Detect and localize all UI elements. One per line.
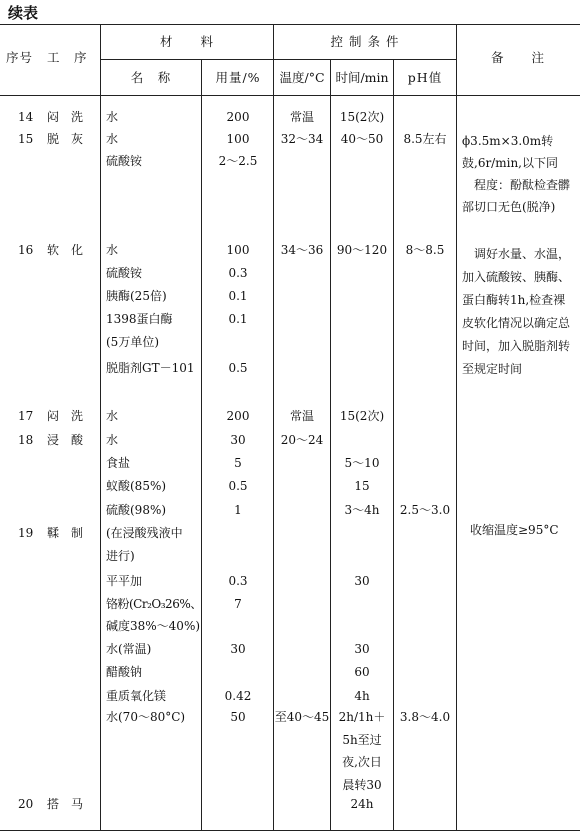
row-dosage: 2～2.5: [218, 154, 258, 168]
header-control: 控 制 条 件: [330, 34, 400, 49]
row-dosage: 1: [234, 503, 242, 517]
remark-deliming: 程度：酚酞检查髒部切口无色(脱净): [462, 178, 571, 214]
row-material: 食盐: [106, 456, 131, 470]
row-time: 15(2次): [339, 409, 385, 423]
row-time: 夜,次日: [342, 755, 382, 769]
row-material: (在浸酸残液中: [106, 526, 183, 540]
row-time: 15(2次): [339, 110, 385, 124]
materials-header-rule: [100, 59, 273, 60]
row-ph: 3.8～4.0: [399, 710, 451, 724]
row-seq: 18: [18, 433, 34, 447]
row-material: 水: [106, 110, 119, 124]
row-material: (5万单位): [106, 335, 159, 349]
header-seq: 序号: [6, 50, 34, 65]
row-material: 硫酸铵: [106, 266, 143, 280]
row-temp: 至40～45: [274, 710, 330, 724]
table-caption: 续表: [8, 4, 39, 22]
row-seq: 17: [18, 409, 34, 423]
row-temp: 常温: [289, 110, 315, 124]
row-material: 水(常温): [106, 642, 152, 656]
row-dosage: 0.42: [224, 689, 252, 703]
row-dosage: 100: [226, 132, 250, 146]
row-dosage: 0.5: [228, 361, 248, 375]
row-material: 水: [106, 132, 119, 146]
row-dosage: 30: [230, 642, 246, 656]
row-time: 15: [354, 479, 370, 493]
control-header-rule: [273, 59, 456, 60]
row-material: 水(70～80°C): [106, 710, 186, 724]
row-material: 1398蛋白酶: [106, 312, 173, 326]
row-process: 浸 酸: [47, 433, 84, 447]
row-time: 30: [354, 574, 370, 588]
row-temp: 32～34: [280, 132, 324, 146]
row-dosage: 50: [230, 710, 246, 724]
table-bottom-rule: [0, 830, 580, 831]
row-dosage: 0.3: [228, 266, 248, 280]
row-material: 碱度38%～40%): [106, 619, 201, 633]
row-time: 40～50: [340, 132, 384, 146]
row-material: 重质氧化镁: [106, 689, 167, 703]
row-material: 进行): [106, 549, 135, 563]
row-dosage: 200: [226, 409, 250, 423]
col-rule-time: [393, 59, 394, 830]
header-remarks: 备 注: [490, 50, 546, 65]
row-dosage: 7: [234, 597, 242, 611]
row-process: 搭 马: [47, 797, 84, 811]
row-process: 脱 灰: [47, 132, 84, 146]
row-material: 硫酸铵: [106, 154, 143, 168]
row-material: 平平加: [106, 574, 143, 588]
remark-shrink-temp: 收缩温度≥95°C: [470, 523, 559, 537]
row-material: 醋酸钠: [106, 665, 143, 679]
header-dosage: 用量/%: [215, 70, 261, 85]
row-time: 5h至过: [342, 733, 382, 747]
col-rule-name: [201, 59, 202, 830]
row-time: 5～10: [344, 456, 380, 470]
row-seq: 14: [18, 110, 34, 124]
row-time: 30: [354, 642, 370, 656]
remark-bating: 调好水量、水温，加入硫酸铵、胰酶、蛋白酶转1h,检查裸皮软化情况以确定总时间，加入脱脂剂转至规定时间: [462, 247, 571, 376]
row-time: 90～120: [336, 243, 388, 257]
header-ph: pH值: [407, 70, 443, 85]
row-dosage: 0.3: [228, 574, 248, 588]
header-temp: 温度/°C: [279, 70, 325, 85]
row-process: 软 化: [47, 243, 84, 257]
row-temp: 常温: [289, 409, 315, 423]
row-process: 闷 洗: [47, 110, 84, 124]
col-rule-control: [456, 24, 457, 830]
remark-drum: ϕ3.5m×3.0m转鼓,6r/min,以下同: [462, 134, 558, 170]
row-seq: 15: [18, 132, 34, 146]
header-materials: 材 料: [159, 34, 215, 49]
row-process: 闷 洗: [47, 409, 84, 423]
row-dosage: 0.1: [228, 289, 248, 303]
header-bottom-rule: [0, 95, 580, 96]
row-temp: 20～24: [280, 433, 324, 447]
table-top-rule: [0, 24, 580, 25]
row-time: 24h: [350, 797, 374, 811]
row-material: 水: [106, 243, 119, 257]
row-dosage: 200: [226, 110, 250, 124]
col-rule-temp: [330, 59, 331, 830]
row-seq: 19: [18, 526, 34, 540]
row-process: 鞣 制: [47, 526, 84, 540]
row-time: 晨转30: [342, 778, 382, 792]
row-dosage: 0.1: [228, 312, 248, 326]
row-dosage: 30: [230, 433, 246, 447]
row-seq: 16: [18, 243, 34, 257]
row-material: 硫酸(98%): [106, 503, 167, 517]
row-dosage: 0.5: [228, 479, 248, 493]
row-temp: 34～36: [280, 243, 324, 257]
header-name: 名 称: [130, 70, 172, 85]
row-material: 水: [106, 409, 119, 423]
row-material: 水: [106, 433, 119, 447]
row-ph: 8.5左右: [403, 132, 447, 146]
row-time: 4h: [354, 689, 370, 703]
row-material: 蚁酸(85%): [106, 479, 167, 493]
row-time: 3～4h: [344, 503, 380, 517]
row-seq: 20: [18, 797, 34, 811]
row-material: 脱脂剂GT－101: [106, 361, 195, 375]
row-ph: 2.5～3.0: [399, 503, 451, 517]
row-dosage: 5: [234, 456, 242, 470]
row-time: 2h/1h＋: [338, 710, 386, 724]
row-material: 胰酶(25倍): [106, 289, 167, 303]
header-time: 时间/min: [335, 70, 389, 85]
row-ph: 8～8.5: [405, 243, 445, 257]
row-material: 铬粉(Cr₂O₃26%、: [106, 597, 202, 611]
col-rule-process: [100, 24, 101, 830]
row-dosage: 100: [226, 243, 250, 257]
row-time: 60: [354, 665, 370, 679]
header-process: 工 序: [47, 50, 88, 65]
